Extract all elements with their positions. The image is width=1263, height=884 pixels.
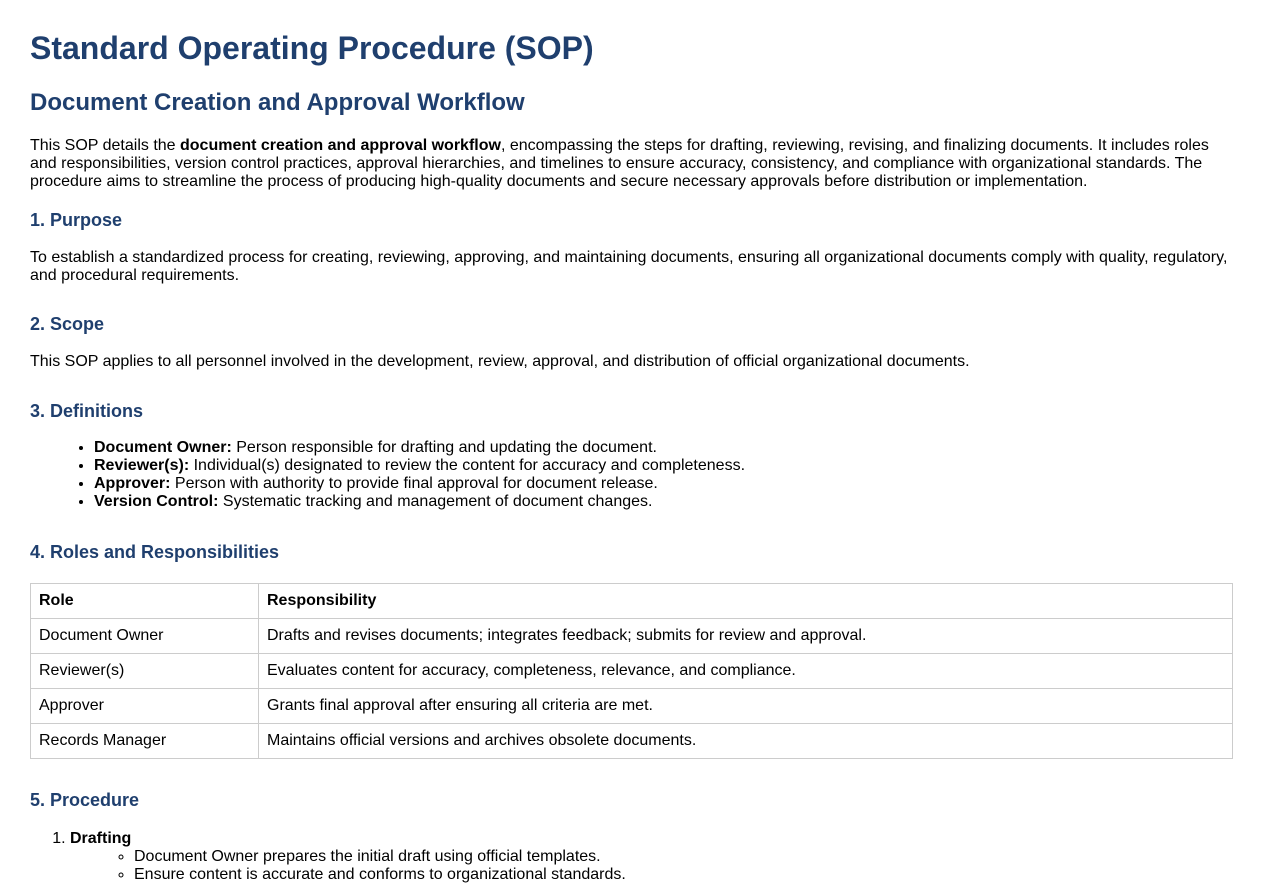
definition-item bbox=[94, 439, 1233, 457]
procedure-heading: 5. Procedure bbox=[30, 790, 140, 810]
responsibility-cell: Grants final approval after ensuring all criteria are met. bbox=[259, 689, 1233, 724]
column-header-role: Role bbox=[31, 584, 259, 619]
role-cell: Approver bbox=[31, 689, 259, 724]
table-row bbox=[31, 724, 1233, 759]
definition-item bbox=[94, 493, 1233, 511]
table-row bbox=[31, 689, 1233, 724]
procedure-step-title: Drafting bbox=[70, 830, 132, 847]
intro-bold: document creation and approval workflow bbox=[180, 137, 501, 154]
roles-heading: 4. Roles and Responsibilities bbox=[30, 542, 280, 562]
intro-paragraph bbox=[30, 137, 1233, 191]
definition-desc: Systematic tracking and management of document changes. bbox=[218, 493, 653, 510]
definition-desc: Person with authority to provide final approval for document release. bbox=[170, 475, 658, 492]
definition-item bbox=[94, 457, 1233, 475]
intro-prefix: This SOP details the bbox=[30, 137, 180, 154]
responsibility-cell: Evaluates content for accuracy, completeness, relevance, and compliance. bbox=[259, 654, 1233, 689]
roles-table bbox=[30, 583, 1233, 759]
procedure-substep: ◦ Document Owner prepares the initial draft using official templates. bbox=[134, 848, 1233, 866]
intro-suffix: , encompassing the steps for drafting, reviewing, revising, and finalizing documents. It includes roles and responsibilities, version control practices, approval hierarchies, and timelines to ensure accuracy, consistency, and compliance with organizational standards. The procedure aims to streamline the process of producing high-quality documents and secure necessary approvals before distribution or implementation. bbox=[30, 137, 1209, 190]
definition-term: Reviewer(s): bbox=[94, 457, 190, 474]
definition-term: Version Control: bbox=[94, 493, 219, 510]
definition-term: Document Owner: bbox=[94, 439, 232, 456]
scope-text: This SOP applies to all personnel involved in the development, review, approval, and distribution of official organizational documents. bbox=[30, 353, 970, 370]
responsibility-cell: Drafts and revises documents; integrates feedback; submits for review and approval. bbox=[259, 619, 1233, 654]
procedure-substeps bbox=[70, 848, 1233, 884]
procedure-steps bbox=[30, 830, 1233, 884]
role-cell: Reviewer(s) bbox=[31, 654, 259, 689]
procedure-substep: ◦ Ensure content is accurate and conforms to organizational standards. bbox=[134, 866, 1233, 884]
definitions-list bbox=[30, 439, 1233, 511]
page-subtitle: Document Creation and Approval Workflow bbox=[30, 89, 525, 116]
page-title: Standard Operating Procedure (SOP) bbox=[30, 30, 594, 66]
role-cell: Document Owner bbox=[31, 619, 259, 654]
role-cell: Records Manager bbox=[31, 724, 259, 759]
table-header-row bbox=[31, 584, 1233, 619]
responsibility-cell: Maintains official versions and archives obsolete documents. bbox=[259, 724, 1233, 759]
table-row bbox=[31, 619, 1233, 654]
definitions-heading: 3. Definitions bbox=[30, 401, 144, 421]
column-header-responsibility: Responsibility bbox=[259, 584, 1233, 619]
purpose-heading: 1. Purpose bbox=[30, 210, 123, 230]
table-row bbox=[31, 654, 1233, 689]
definition-item bbox=[94, 475, 1233, 493]
definition-term: Approver: bbox=[94, 475, 171, 492]
purpose-text: To establish a standardized process for creating, reviewing, approving, and maintaining documents, ensuring all organizational documents comply with quality, regulatory, and procedural requirements. bbox=[30, 249, 1228, 284]
scope-heading: 2. Scope bbox=[30, 314, 105, 334]
definition-desc: Individual(s) designated to review the content for accuracy and completeness. bbox=[189, 457, 746, 474]
procedure-step bbox=[70, 830, 1233, 884]
definition-desc: Person responsible for drafting and updating the document. bbox=[231, 439, 657, 456]
